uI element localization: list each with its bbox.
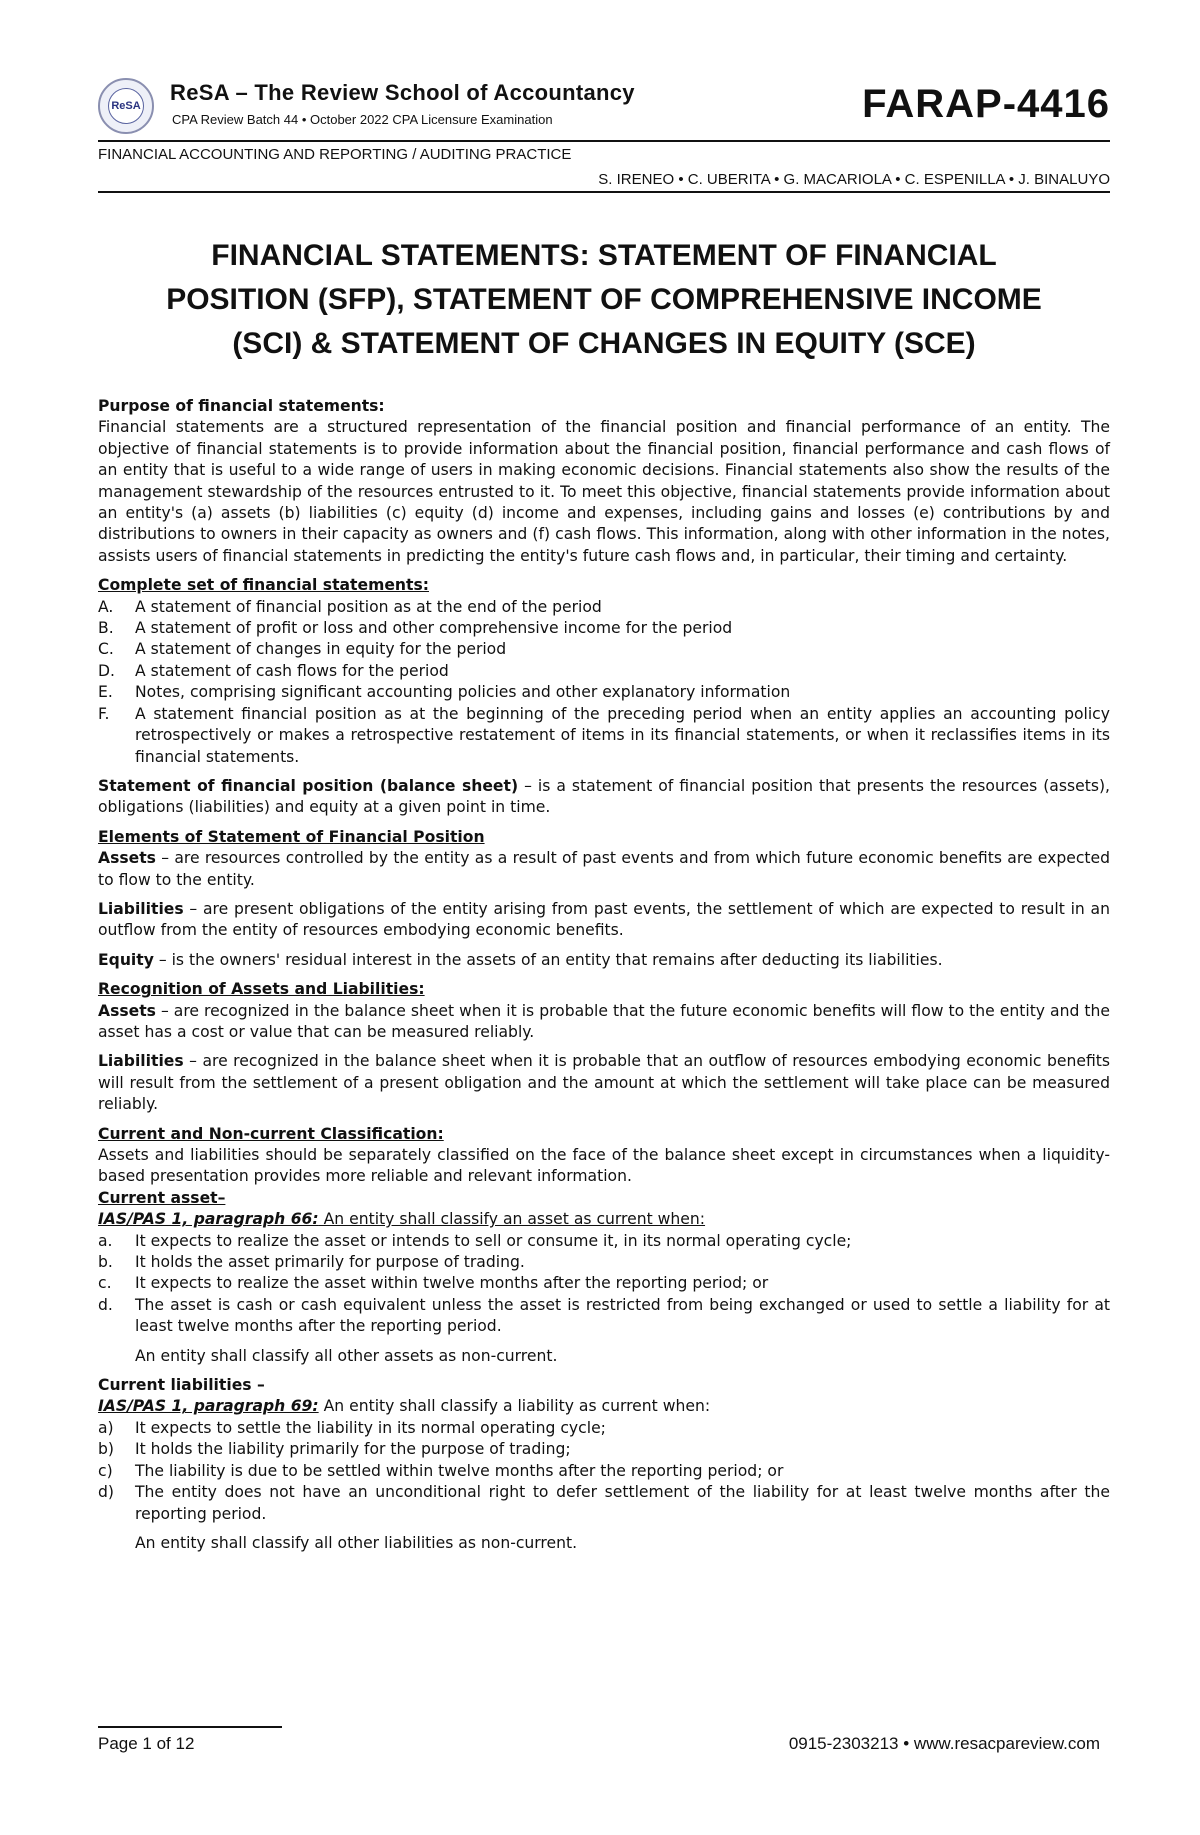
paragraph: Liabilities – are recognized in the balance sheet when it is probable that an outflow of resources embodying economic benefits will result from the settlement of a present obligation and the amount at which the settlement will take place can be measured reliably. [98, 1052, 1110, 1114]
standard-reference: IAS/PAS 1, paragraph 69: [98, 1397, 319, 1416]
list-item [98, 1231, 1110, 1252]
section-heading: Current and Non-current Classification: [98, 1124, 444, 1143]
current-asset-list [98, 1231, 1110, 1338]
list-text: It holds the liability primarily for the purpose of trading; [135, 1440, 571, 1459]
batch-info: CPA Review Batch 44 • October 2022 CPA Licensure Examination [172, 112, 553, 127]
list-item [98, 639, 1110, 660]
list-text: A statement of cash flows for the period [135, 661, 449, 680]
term: Liabilities [98, 1052, 184, 1071]
list-text: A statement of changes in equity for the period [135, 640, 507, 659]
paragraph: Liabilities – are present obligations of the entity arising from past events, the settlement of which are expected to result in an outflow from the entity of resources embodying economic benefits. [98, 899, 1110, 940]
list-item [98, 682, 1110, 703]
list-text: A statement of profit or loss and other comprehensive income for the period [135, 619, 733, 638]
term: Statement of financial position (balance sheet) [98, 776, 519, 795]
term: Equity [98, 950, 154, 969]
section-heading: Current liabilities – [98, 1376, 265, 1395]
list-item [98, 661, 1110, 682]
footer-rule [98, 1726, 282, 1728]
list-text: A statement of financial position as at the end of the period [135, 597, 602, 616]
list-marker: D. [98, 661, 115, 680]
header-rule-bottom [98, 191, 1110, 193]
document-code: FARAP-4416 [862, 82, 1110, 126]
document-title [98, 234, 1110, 366]
logo-text: ReSA [108, 88, 144, 124]
contact-info: 0915-2303213 • www.resacpareview.com [788, 1734, 1100, 1753]
list-marker: b. [98, 1253, 113, 1272]
paragraph: An entity shall classify all other assets as non-current. [135, 1346, 558, 1365]
list-marker: c. [98, 1274, 112, 1293]
list-item [98, 704, 1110, 768]
list-item [98, 1295, 1110, 1338]
paragraph: Assets – are recognized in the balance sheet when it is probable that the future economic benefits will flow to the entity and the asset has a cost or value that can be measured reliably. [98, 1001, 1110, 1041]
list-item [98, 1439, 1110, 1460]
list-text: A statement financial position as at the beginning of the preceding period when an entity applies an accounting policy retrospectively or makes a retrospective restatement of items in its financial statements, or when it reclassifies items in its financial statements. [135, 704, 1110, 766]
list-text: It expects to realize the asset or intends to sell or consume it, in its normal operating cycle; [135, 1231, 852, 1250]
list-item [98, 1461, 1110, 1482]
paragraph: Assets and liabilities should be separately classified on the face of the balance sheet except in circumstances when a liquidity-based presentation provides more reliable and relevant information. [98, 1146, 1110, 1186]
list-marker: A. [98, 597, 114, 616]
brand-name: ReSA – The Review School of Accountancy [170, 80, 635, 105]
course-name: FINANCIAL ACCOUNTING AND REPORTING / AUDITING PRACTICE [98, 146, 572, 163]
list-item [98, 1252, 1110, 1273]
current-liability-list [98, 1418, 1110, 1525]
header [98, 78, 1110, 136]
list-text: It holds the asset primarily for purpose of trading. [135, 1253, 525, 1272]
standard-reference: IAS/PAS 1, paragraph 66: [98, 1210, 319, 1229]
list-text: It expects to settle the liability in its normal operating cycle; [135, 1418, 606, 1437]
paragraph: IAS/PAS 1, paragraph 69: An entity shall classify a liability as current when: [98, 1397, 711, 1416]
list-text: It expects to realize the asset within twelve months after the reporting period; or [135, 1274, 769, 1293]
term: Assets [98, 849, 156, 868]
list-item [98, 597, 1110, 618]
list-marker: F. [98, 704, 110, 723]
paragraph: Assets – are resources controlled by the entity as a result of past events and from which future economic benefits are expected to flow to the entity. [98, 849, 1110, 889]
list-text: The entity does not have an unconditional right to defer settlement of the liability for at least twelve months after the reporting period. [135, 1483, 1110, 1523]
list-marker: a) [98, 1418, 114, 1437]
list-marker: d) [98, 1483, 114, 1502]
section-heading: Complete set of financial statements: [98, 576, 429, 595]
paragraph: An entity shall classify all other liabilities as non-current. [135, 1533, 578, 1552]
list-item [98, 1273, 1110, 1294]
list-marker: B. [98, 619, 114, 638]
list-text: The liability is due to be settled within twelve months after the reporting period; or [135, 1461, 784, 1480]
term: Assets [98, 1001, 156, 1020]
list-marker: d. [98, 1295, 113, 1314]
title-line: (SCI) & STATEMENT OF CHANGES IN EQUITY (SCE) [232, 327, 976, 360]
list-marker: E. [98, 683, 113, 702]
section-heading: Current asset– [98, 1188, 226, 1207]
list-marker: C. [98, 640, 114, 659]
authors: S. IRENEO • C. UBERITA • G. MACARIOLA • C. ESPENILLA • J. BINALUYO [598, 171, 1110, 188]
fs-list [98, 597, 1110, 768]
list-text: Notes, comprising significant accounting policies and other explanatory information [135, 683, 791, 702]
paragraph: Equity – is the owners' residual interest in the assets of an entity that remains after deducting its liabilities. [98, 950, 943, 969]
section-heading: Recognition of Assets and Liabilities: [98, 980, 425, 999]
page-number: Page 1 of 12 [98, 1734, 195, 1753]
term: Liabilities [98, 899, 184, 918]
paragraph: Statement of financial position (balance sheet) – is a statement of financial position that presents the resources (assets), obligations (liabilities) and equity at a given point in time. [98, 776, 1110, 817]
paragraph: Financial statements are a structured representation of the financial position and financial performance of an entity. The objective of financial statements is to provide information about the financial position, financial performance and cash flows of an entity that is useful to a wide range of users in making economic decisions. Financial statements also show the results of the management stewardship of the resources entrusted to it. To meet this objective, financial statements provide information about an entity's (a) assets (b) liabilities (c) equity (d) income and expenses, including gains and losses (e) contributions by and distributions to owners in their capacity as owners and (f) cash flows. This information, along with other information in the notes, assists users of financial statements in predicting the entity's future cash flows and, in particular, their timing and certainty. [98, 418, 1110, 565]
paragraph: IAS/PAS 1, paragraph 66: An entity shall classify an asset as current when: [98, 1210, 706, 1229]
list-marker: b) [98, 1440, 114, 1459]
list-item [98, 618, 1110, 639]
list-text: The asset is cash or cash equivalent unless the asset is restricted from being exchanged or used to settle a liability for at least twelve months after the reporting period. [135, 1295, 1110, 1336]
section-heading: Elements of Statement of Financial Position [98, 827, 485, 846]
list-item [98, 1418, 1110, 1439]
header-rule [98, 140, 1110, 142]
section-heading: Purpose of financial statements: [98, 397, 385, 415]
title-line: FINANCIAL STATEMENTS: STATEMENT OF FINANCIAL [211, 239, 997, 272]
list-marker: a. [98, 1231, 113, 1250]
document-body [98, 396, 1110, 1554]
list-item [98, 1482, 1110, 1525]
list-marker: c) [98, 1461, 113, 1480]
title-line: POSITION (SFP), STATEMENT OF COMPREHENSIVE INCOME [166, 283, 1042, 316]
resa-logo [98, 78, 154, 134]
